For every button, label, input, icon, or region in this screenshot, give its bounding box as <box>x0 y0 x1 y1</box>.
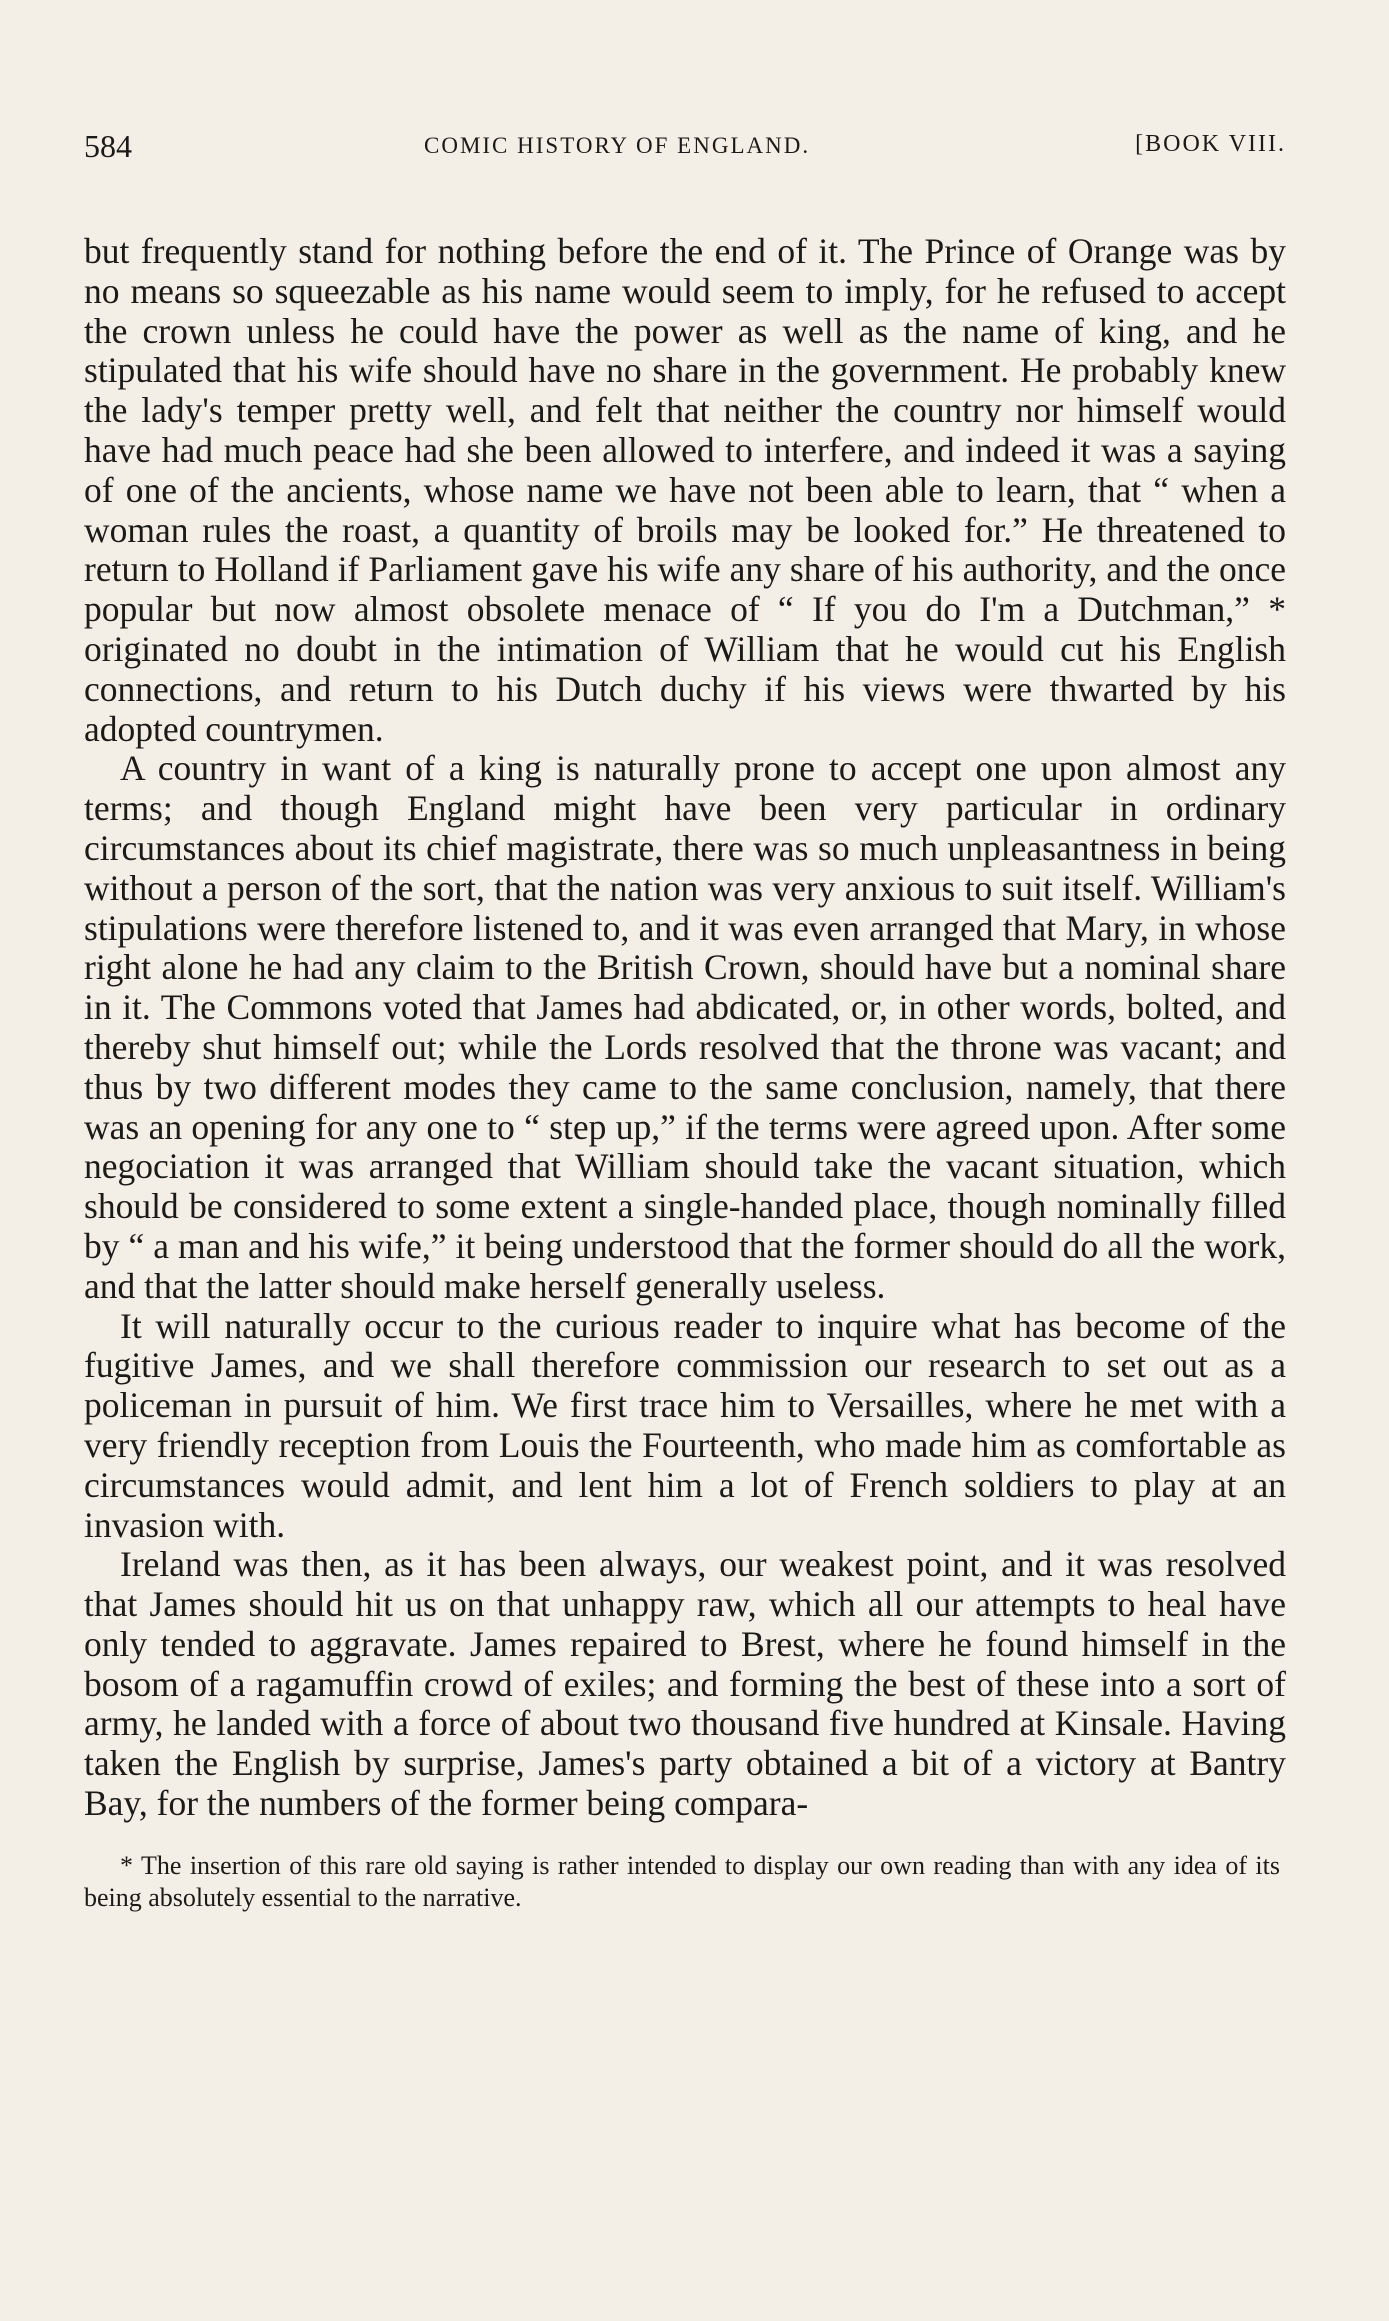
footnote: * The insertion of this rare old saying is rather intended to display our own reading than with any idea of its being absolutely essential to the narrative. <box>84 1850 1280 1912</box>
book-page <box>84 128 1286 1940</box>
page-number: 584 <box>84 128 132 164</box>
paragraph: It will naturally occur to the curious reader to inquire what has become of the fugitive James, and we shall therefore commission our research to set out as a policeman in pursuit of him. We first trace him to Versailles, where he met with a very friendly reception from Louis the Fourteenth, who made him as comfortable as circumstances would admit, and lent him a lot of French soldiers to play at an invasion with. <box>84 1305 1286 1545</box>
body-text <box>84 232 1286 1824</box>
paragraph: Ireland was then, as it has been always, our weakest point, and it was resolved that James should hit us on that unhappy raw, which all our attempts to heal have only tended to aggravate. James repaired to Brest, where he found himself in the bosom of a ragamuffin crowd of exiles; and forming the best of these into a sort of army, he landed with a force of about two thousand five hundred at Kinsale. Having taken the English by surprise, James's party obtained a bit of a victory at Bantry Bay, for the numbers of the former being compara- <box>84 1544 1286 1824</box>
page-header <box>84 128 1286 172</box>
paragraph: but frequently stand for nothing before the end of it. The Prince of Orange was by no means so squeezable as his name would seem to imply, for he refused to accept the crown unless he could have the power as well as the name of king, and he stipulated that his wife should have no share in the government. He probably knew the lady's temper pretty well, and felt that neither the country nor himself would have had much peace had she been allowed to interfere, and indeed it was a saying of one of the ancients, whose name we have not been able to learn, that “ when a woman rules the roast, a quantity of broils may be looked for.” He threatened to return to Holland if Parliament gave his wife any share of his authority, and the once popular but now almost obsolete menace of “ If you do I'm a Dutchman,” * originated no doubt in the intimation of William that he would cut his English connections, and return to his Dutch duchy if his views were thwarted by his adopted countrymen. <box>84 231 1286 749</box>
book-label: [BOOK VIII. <box>1135 131 1286 157</box>
running-title: COMIC HISTORY OF ENGLAND. <box>424 133 811 158</box>
paragraph: A country in want of a king is naturally prone to accept one upon almost any terms; and though England might have been very particular in ordinary circumstances about its chief magistrate, there was so much unpleasantness in being without a person of the sort, that the nation was very anxious to suit itself. William's stipulations were therefore listened to, and it was even arranged that Mary, in whose right alone he had any claim to the British Crown, should have but a nominal share in it. The Commons voted that James had abdicated, or, in other words, bolted, and thereby shut himself out; while the Lords resolved that the throne was vacant; and thus by two different modes they came to the same conclusion, namely, that there was an opening for any one to “ step up,” if the terms were agreed upon. After some negociation it was arranged that William should take the vacant situation, which should be considered to some extent a single-handed place, though nominally filled by “ a man and his wife,” it being understood that the former should do all the work, and that the latter should make herself generally useless. <box>84 748 1286 1306</box>
